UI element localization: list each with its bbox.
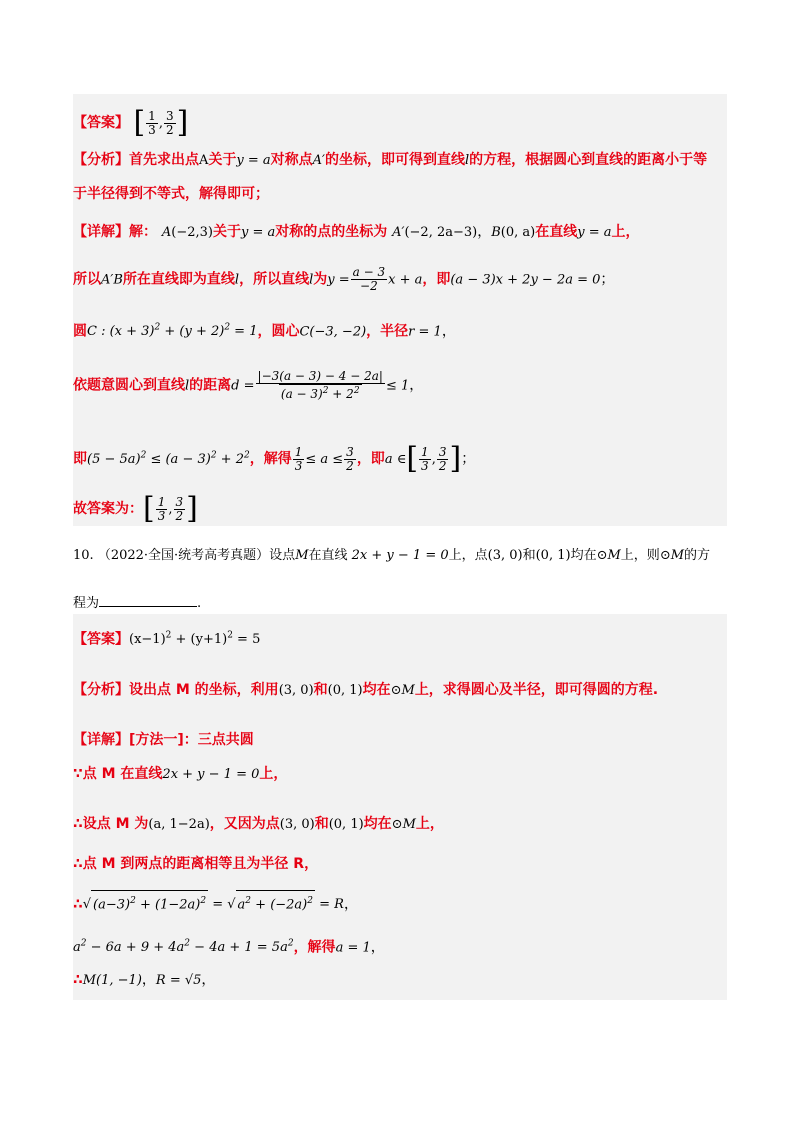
answer-tag: 【答案】 — [73, 631, 129, 648]
analysis-line-1: 【分析】首先求出点A关于y = a对称点A′的坐标，即可得到直线l的方程，根据圆心到直线的距离小于等 — [73, 152, 708, 168]
answer-line-1: 【答案】 [ $\frac{1}{3}$ , $\frac{3}{2}$ ] — [73, 105, 189, 140]
detail-line-7: ∵点 M 在直线2x + y − 1 = 0上， — [73, 766, 288, 782]
detail-line-2: 所以A′B所在直线即为直线l，所以直线l为y = $\frac{a - 3}{-2}$ x + a，即(a − 3)x + 2y − 2a = 0； — [73, 265, 615, 293]
answer-blank[interactable] — [99, 592, 197, 607]
analysis-line-3: 【分析】设出点 M 的坐标，利用(3, 0)和(0, 1)均在⊙M上，求得圆心及半径，即可得圆的方程. — [73, 682, 659, 698]
analysis-tag: 【分析】 — [73, 682, 129, 698]
detail-line-3: 圆C : $(x + 3)^2 + (y + 2)^2 = 1$，圆心C(−3, −2)，半径r = 1， — [73, 323, 456, 340]
detail-line-9: ∴点 M 到两点的距离相等且为半径 R， — [73, 856, 319, 872]
detail-line-1: 【详解】解： A(−2,3)关于y = a对称的点的坐标为 A′(−2, 2a−3)，B(0, a)在直线y = a上， — [73, 224, 640, 240]
answer-line-2: 【答案】$(x-1)^2 + (y+1)^2 = 5$ — [73, 631, 261, 648]
question-10-line-1: 10. （2022·全国·统考高考真题）设点M在直线 2x + y − 1 = 0上，点(3, 0)和(0, 1)均在⊙M上，则⊙M的方 — [73, 548, 711, 563]
question-number: 10. — [73, 548, 94, 563]
detail-line-10: ∴√ $(a-3)^2 + (1-2a)^2$ = √ $a^2 + (-2a)^2 = R$， — [73, 890, 358, 915]
analysis-line-2: 于半径得到不等式，解得即可； — [73, 186, 269, 202]
final-answer-1: 故答案为：[ $\frac{1}{3}$ , $\frac{3}{2}$ ] — [73, 491, 198, 526]
detail-line-8: ∴设点 M 为(a, 1−2a)，又因为点(3, 0)和(0, 1)均在⊙M上， — [73, 816, 444, 832]
detail-tag: 【详解】 — [73, 732, 129, 748]
analysis-tag: 【分析】 — [73, 152, 129, 168]
detail-line-11: $a^2 - 6a + 9 + 4a^2 - 4a + 1 = 5a^2$，解得a = 1， — [73, 939, 385, 956]
detail-line-5: 即$(5 - 5a)^2 \le (a - 3)^2 + 2^2$，解得 $\frac{1}{3}$ ≤ a ≤ $\frac{3}{2}$ ，即a ∈[ $\frac{1}{3}$ , $\frac{3}{2}$ ]； — [73, 441, 476, 476]
detail-tag: 【详解】 — [73, 224, 129, 240]
detail-line-4: 依题意圆心到直线l的距离d = $\frac{|-3(a - 3) - 4 - 2a|}{(a - 3)^2 + 2^2}$ ≤ 1， — [73, 369, 424, 401]
question-10-line-2: 程为 . — [73, 592, 201, 614]
detail-line-12: ∴M(1, −1)，R = √5， — [73, 972, 216, 988]
answer-tag: 【答案】 — [73, 115, 129, 131]
detail-line-6: 【详解】[方法一]：三点共圆 — [73, 732, 254, 748]
